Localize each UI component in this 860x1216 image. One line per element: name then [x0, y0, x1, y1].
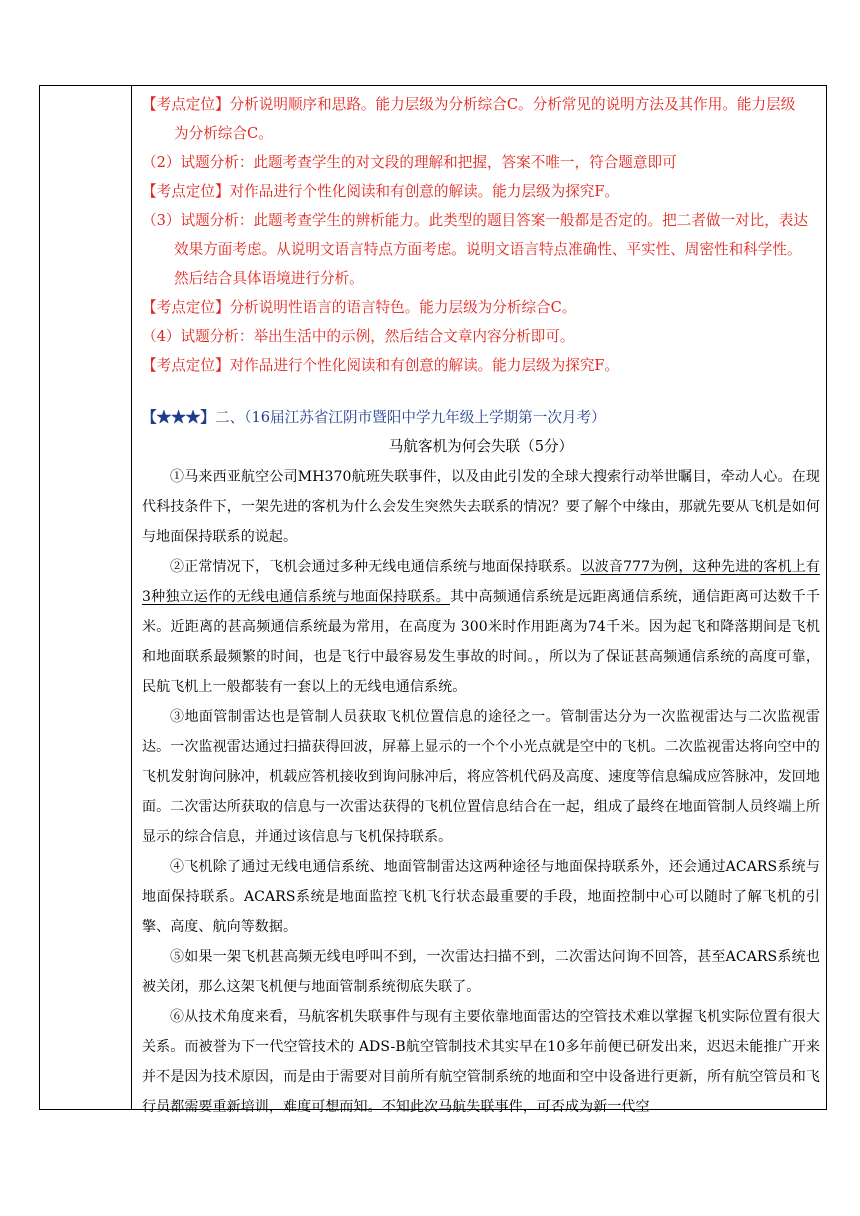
paragraph-1: ①马来西亚航空公司MH370航班失联事件，以及由此引发的全球大搜索行动举世瞩目，牵动人心。在现代科技条件下，一架先进的客机为什么会发生突然失去联系的情况？要了解个中缘由，那就先要从飞机是如何与地面保持联系的说起。 — [142, 469, 820, 545]
paragraph-5: ⑤如果一架飞机甚高频无线电呼叫不到，一次雷达扫描不到，二次雷达问询不回答，甚至ACARS系统也被关闭，那么这架飞机便与地面管制系统彻底失联了。 — [142, 949, 820, 995]
analysis-line: （3）试题分析：此题考查学生的辨析能力。此类型的题目答案一般都是否定的。把二者做一对比，表达 — [142, 212, 809, 229]
analysis-text: 分析说明性语言的语言特色。能力层级为分析综合C。 — [229, 299, 577, 316]
analysis-line: 效果方面考虑。从说明文语言特点方面考虑。说明文语言特点准确性、平实性、周密性和科学性。 — [174, 241, 802, 258]
question-number: 二、 — [214, 409, 245, 426]
tag-kaodian: 【考点定位】 — [142, 96, 230, 113]
p2-text-b: 其中高频通信系统是远距离通信系统，通信距离可达数千千米。近距离的甚高频通信系统最为常用，在高度为 300米时作用距离为74千米。因为起飞和降落期间是飞机和地面联系最频繁的时间，也是飞行中最容易发生事故的时间。，所以为了保证甚高频通信系统的高度可靠，民航飞机上一般都装有一套以上的无线电通信系统。 — [142, 589, 820, 695]
question-source: （16届江苏省江阴市暨阳中学九年级上学期第一次月考） — [244, 409, 606, 426]
question-header — [142, 403, 820, 432]
analysis-line: （4）试题分析：举出生活中的示例，然后结合文章内容分析即可。 — [142, 328, 575, 345]
analysis-line — [142, 293, 820, 322]
analysis-line: （2）试题分析：此题考查学生的对文段的理解和把握，答案不唯一，符合题意即可 — [142, 154, 677, 171]
analysis-line: 然后结合具体语境进行分析。 — [174, 270, 364, 287]
p2-text-a: ②正常情况下，飞机会通过多种无线电通信系统与地面保持联系。 — [170, 559, 581, 575]
passage-title: 马航客机为何会失联（5分） — [388, 438, 574, 455]
p2-underlined: 以波音777为例，这种先进的客机上有3种独立运作的无线电通信系统与地面保持联系。 — [142, 559, 820, 605]
content-table — [39, 85, 827, 1115]
analysis-text: 分析说明顺序和思路。能力层级为分析综合C。分析常见的说明方法及其作用。能力层级 — [229, 96, 796, 113]
analysis-text: 对作品进行个性化阅读和有创意的解读。能力层级为探究F。 — [229, 183, 620, 200]
paragraph-6: ⑥从技术角度来看，马航客机失联事件与现有主要依靠地面雷达的空管技术难以掌握飞机实际位置有很大关系。而被誉为下一代空管技术的 ADS-B航空管制技术其实早在10多年前便已研发出来，迟迟未能推广开来并不是因为技术原因，而是由于需要对目前所有航空管制系统的地面和空中设备进行更新，所有航空管员和飞行员都需要重新培训，难度可想而知。不知此次马航失联事件，可否成为新一代空 — [142, 1009, 820, 1115]
left-column — [40, 86, 132, 1109]
tag-kaodian: 【考点定位】 — [142, 299, 230, 316]
analysis-line — [142, 177, 820, 206]
tag-kaodian: 【考点定位】 — [142, 357, 230, 374]
tag-kaodian: 【考点定位】 — [142, 183, 230, 200]
content-cell — [142, 86, 820, 1122]
paragraph-3: ③地面管制雷达也是管制人员获取飞机位置信息的途径之一。管制雷达分为一次监视雷达与二次监视雷达。一次监视雷达通过扫描获得回波，屏幕上显示的一个个小光点就是空中的飞机。二次监视雷达将向空中的飞机发射询问脉冲，机载应答机接收到询问脉冲后，将应答机代码及高度、速度等信息编成应答脉冲，发回地面。二次雷达所获取的信息与一次雷达获得的飞机位置信息结合在一起，组成了最终在地面管制人员终端上所显示的综合信息，并通过该信息与飞机保持联系。 — [142, 709, 820, 845]
difficulty-stars: 【★★★】 — [142, 409, 215, 426]
analysis-text: 对作品进行个性化阅读和有创意的解读。能力层级为探究F。 — [229, 357, 620, 374]
paragraph-2 — [142, 552, 820, 702]
paragraph-4: ④飞机除了通过无线电通信系统、地面管制雷达这两种途径与地面保持联系外，还会通过ACARS系统与地面保持联系。ACARS系统是地面监控飞机飞行状态最重要的手段，地面控制中心可以随时了解飞机的引擎、高度、航向等数据。 — [142, 859, 820, 935]
analysis-line — [142, 351, 820, 380]
analysis-line: 为分析综合C。 — [174, 125, 273, 142]
analysis-line — [142, 90, 820, 119]
